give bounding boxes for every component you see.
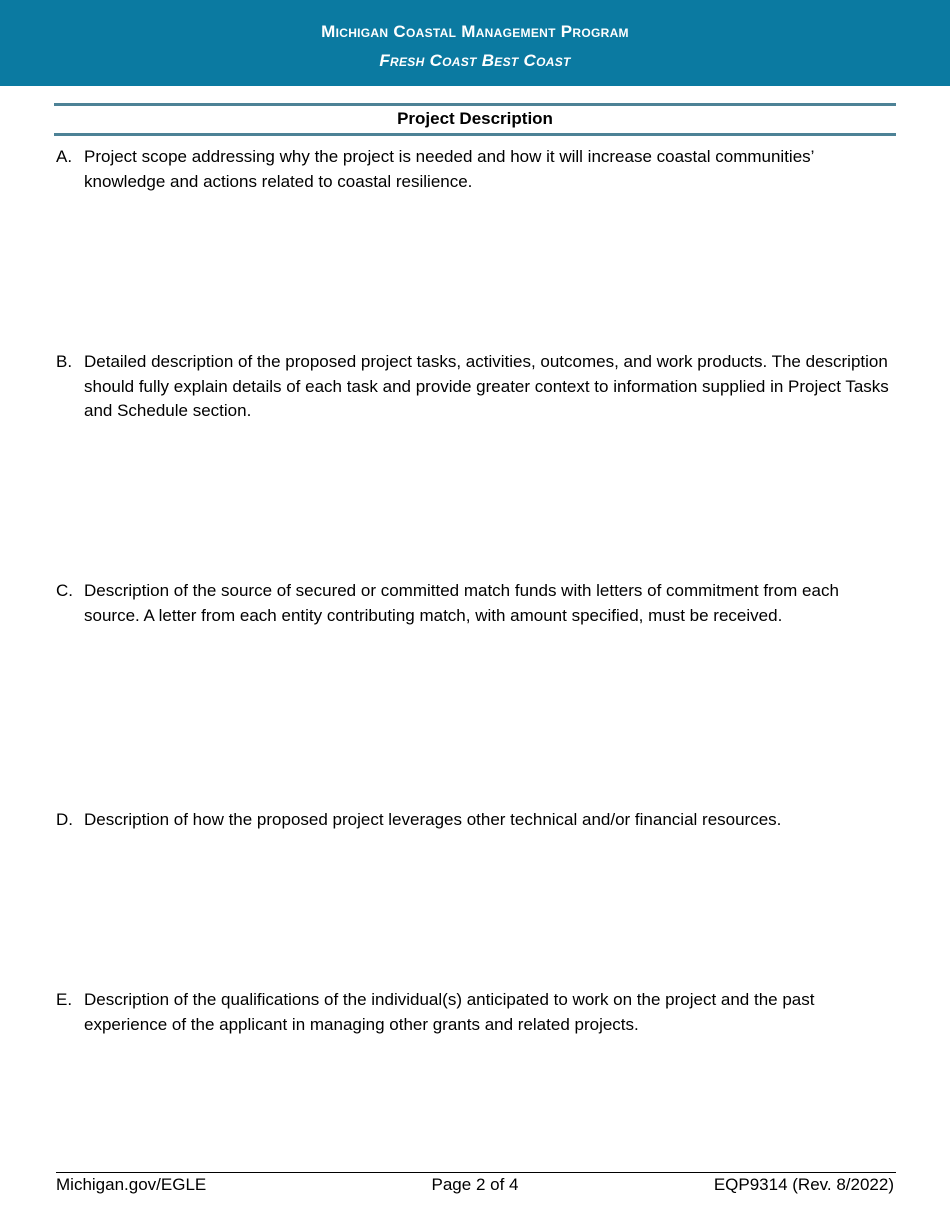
item-b-text: Detailed description of the proposed project tasks, activities, outcomes, and work products. The description should fully explain details of each task and provide greater context to information supplied in Project Tasks and Schedule section. <box>84 352 889 420</box>
item-e-text: Description of the qualifications of the individual(s) anticipated to work on the project and the past experience of the applicant in managing other grants and related projects. <box>84 990 815 1034</box>
item-c <box>56 579 896 628</box>
program-title: Michigan Coastal Management Program <box>321 22 629 41</box>
section-divider-bottom <box>54 133 896 136</box>
tagline: Fresh Coast Best Coast <box>379 51 571 70</box>
item-b-letter: B. <box>56 352 73 371</box>
item-d <box>56 808 896 833</box>
section-title: Project Description <box>397 109 553 128</box>
item-c-text: Description of the source of secured or committed match funds with letters of commitment from each source. A letter from each entity contributing match, with amount specified, must be received. <box>84 581 839 625</box>
item-a-letter: A. <box>56 147 73 166</box>
item-d-text: Description of how the proposed project leverages other technical and/or financial resources. <box>84 810 782 829</box>
item-c-letter: C. <box>56 581 73 600</box>
footer-form-id: EQP9314 (Rev. 8/2022) <box>713 1175 894 1194</box>
item-d-letter: D. <box>56 810 73 829</box>
item-e-letter: E. <box>56 990 73 1009</box>
item-e <box>56 988 896 1037</box>
item-a-text: Project scope addressing why the project is needed and how it will increase coastal communities’ knowledge and actions related to coastal resilience. <box>84 147 814 191</box>
section-divider-top <box>54 103 896 106</box>
item-a <box>56 145 896 194</box>
header-banner <box>0 0 950 86</box>
item-b <box>56 350 896 424</box>
footer-divider <box>56 1172 896 1173</box>
footer-page-number: Page 2 of 4 <box>431 1175 519 1194</box>
footer-website: Michigan.gov/EGLE <box>56 1175 207 1194</box>
